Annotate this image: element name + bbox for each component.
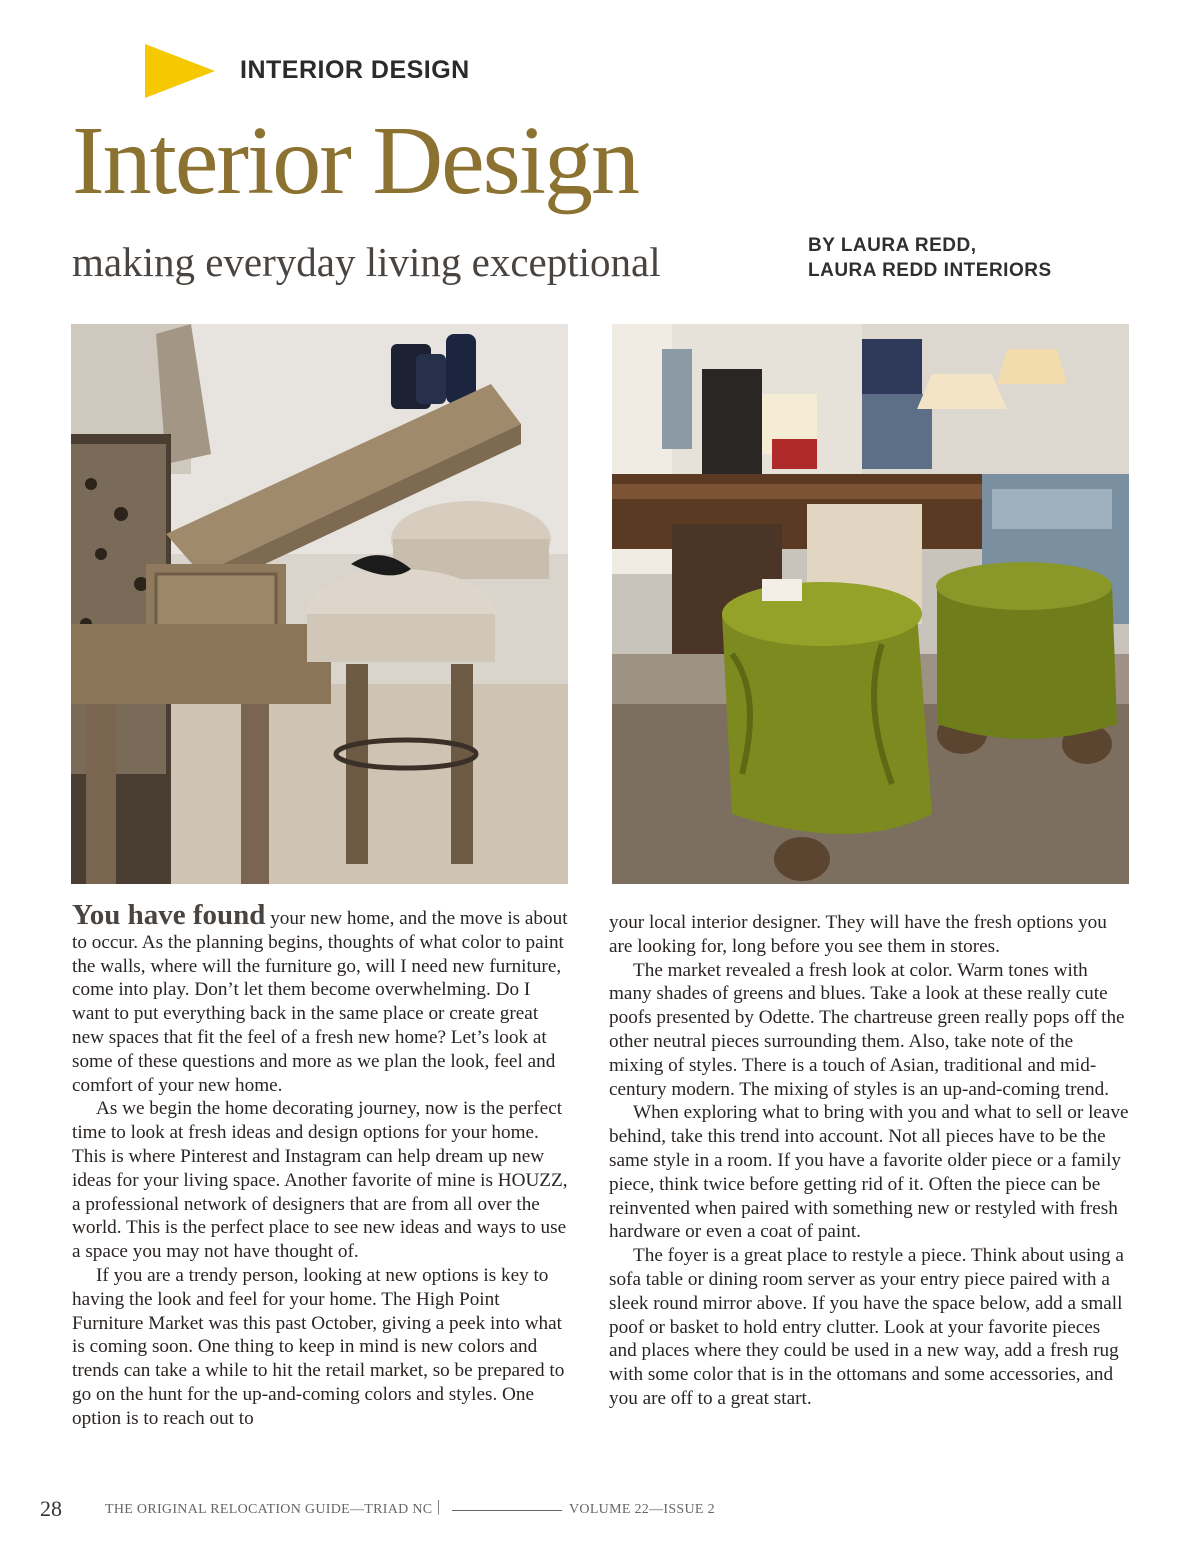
- console-table-photo: [71, 324, 568, 884]
- article-paragraph: your local interior designer. They will have the fresh options you are looking for, long before you see them in stores.: [609, 912, 1107, 957]
- page-footer: [0, 1496, 1200, 1526]
- article-paragraph: The foyer is a great place to restyle a piece. Think about using a sofa table or dining room server as your entry piece paired with a sleek round mirror above. If you have the space below, add a small poof or basket to hold entry clutter. Look at your favorite pieces and places where they could be used in a new way, add a fresh rug with some color that is in the ottomans and some accessories, and you are off to a great start.: [609, 1245, 1124, 1409]
- article-paragraph: When exploring what to bring with you and what to sell or leave behind, take this trend into account. Not all pieces have to be the same style in a room. If you have a favorite older piece or a family piece, think twice before getting rid of it. Often the piece can be reinvented when paired with something new or restyled with fresh hardware or even a coat of paint.: [609, 1102, 1129, 1243]
- chartreuse-poofs-photo: [612, 324, 1129, 884]
- footer-rule: [452, 1510, 562, 1511]
- console-table-image: [71, 324, 568, 884]
- byline: [808, 233, 1052, 283]
- article-paragraph: As we begin the home decorating journey, now is the perfect time to look at fresh ideas and design options for your home. This is where Pinterest and Instagram can help dream up new ideas for your living space. Another favorite of mine is HOUZZ, a professional network of designers that are from all over the world. This is the perfect place to see new ideas and ways to use a space you may not have thought of.: [72, 1098, 568, 1263]
- paragraph-text: your new home, and the move is about to occur. As the planning begins, thoughts of what color to paint the walls, where will the furniture go, will I need new furniture, come into play. Don’t let them become overwhelming. Do I want to put everything back in the same place or create great new spaces that fit the feel of a fresh new home? Let’s look at some of these questions and more as we plan the look, feel and comfort of your new home.: [72, 908, 568, 1096]
- section-label: INTERIOR DESIGN: [240, 56, 470, 84]
- article-column-2: [609, 911, 1129, 1411]
- page-title: Interior Design: [72, 107, 638, 215]
- article-paragraph: If you are a trendy person, looking at new options is key to having the look and feel for your home. The High Point Furniture Market was this past October, giving a peek into what is coming soon. One thing to keep in mind is new colors and trends can take a while to hit the retail market, so be prepared to go on the hunt for the up-and-coming colors and styles. One option is to reach out to: [72, 1264, 565, 1429]
- byline-company: LAURA REDD INTERIORS: [808, 260, 1052, 281]
- issue-label: VOLUME 22—ISSUE 2: [569, 1502, 715, 1517]
- page-number: 28: [40, 1496, 62, 1521]
- article-paragraph: [72, 899, 572, 1097]
- publication-name: THE ORIGINAL RELOCATION GUIDE—TRIAD NC: [105, 1502, 433, 1517]
- poofs-image: [612, 324, 1129, 884]
- lead-in: You have found: [72, 899, 266, 931]
- play-triangle-icon: [145, 44, 215, 98]
- footer-separator: |: [437, 1498, 441, 1515]
- article-column-1: [72, 899, 572, 1431]
- article-paragraph: The market revealed a fresh look at color. Warm tones with many shades of greens and blues. Take a look at these really cute poofs presented by Odette. The chartreuse green really pops off the other neutral pieces surrounding them. Also, take note of the mixing of styles. There is a touch of Asian, traditional and mid-century modern. The mixing of styles is an up-and-coming trend.: [609, 959, 1125, 1100]
- byline-author: BY LAURA REDD,: [808, 235, 977, 256]
- page-subtitle: making everyday living exceptional: [72, 239, 661, 285]
